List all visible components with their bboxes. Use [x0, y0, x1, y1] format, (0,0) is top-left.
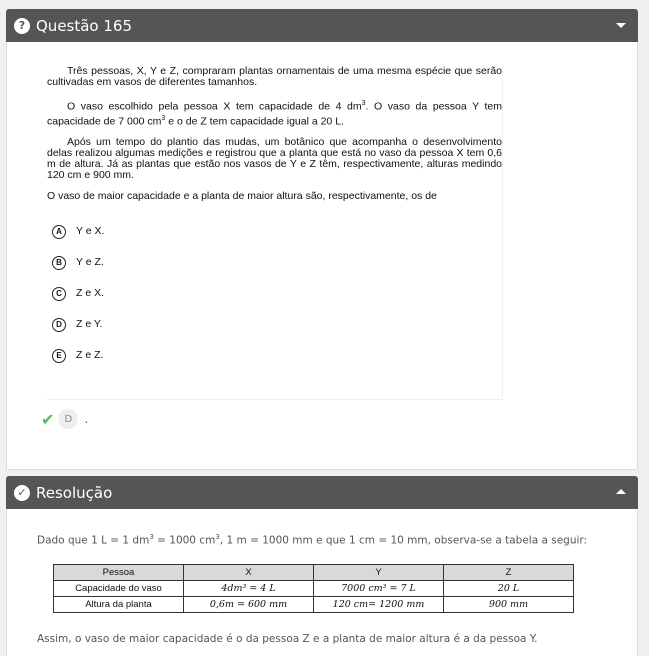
option-letter: A: [52, 225, 66, 239]
option-text: Y e X.: [76, 225, 105, 237]
resolution-title: Resolução: [36, 483, 113, 502]
table-cell: 0,6m = 600 mm: [184, 597, 314, 613]
option-text: Z e Z.: [76, 349, 104, 361]
collapse-caret-icon[interactable]: [616, 23, 626, 28]
table-header-cell: X: [184, 565, 314, 581]
question-paragraph: Após um tempo do plantio das mudas, um botânico que acompanha o desenvolvimento delas realizou algumas medições e registrou que a planta que está no vaso da pessoa X tem 0,6 m de altura. Já as plantas que estão nos vasos de Y e Z têm, respectivamente, alturas medindo 120 cm e 900 mm.: [47, 136, 502, 181]
collapse-caret-icon[interactable]: [616, 489, 626, 494]
table-cell: Capacidade do vaso: [54, 581, 184, 597]
option-letter: D: [52, 318, 66, 332]
option-text: Z e Y.: [76, 318, 103, 330]
table-header-cell: Pessoa: [54, 565, 184, 581]
table-row: [54, 597, 574, 613]
option-c[interactable]: [47, 278, 502, 309]
option-d[interactable]: [47, 309, 502, 340]
resolution-table: [53, 564, 574, 613]
answer-badge: D: [58, 409, 78, 429]
option-text: Z e X.: [76, 287, 105, 299]
option-e[interactable]: [47, 340, 502, 371]
table-header-cell: Z: [444, 565, 574, 581]
option-a[interactable]: [47, 216, 502, 247]
option-b[interactable]: [47, 247, 502, 278]
question-prompt: O vaso de maior capacidade e a planta de maior altura são, respectivamente, os de: [47, 190, 437, 202]
question-statement: [47, 66, 503, 400]
question-paragraph: Três pessoas, X, Y e Z, compraram plantas ornamentais de uma mesma espécie que serão cultivadas em vasos de diferentes tamanhos.: [47, 65, 502, 88]
question-panel-header[interactable]: [6, 9, 638, 42]
table-header-row: [54, 565, 574, 581]
table-cell: 20 L: [444, 581, 574, 597]
option-text: Y e Z.: [76, 256, 104, 268]
check-circle-icon: ✓: [14, 485, 30, 501]
question-title: Questão 165: [36, 16, 133, 35]
resolution-intro: Dado que 1 L = 1 $dm^3 = 1000$ $cm^3$, 1 m = 1000 mm e que 1 cm = 10 mm, observa-se a tabela a seguir:: [37, 533, 588, 547]
table-cell: 4dm³ = 4 L: [184, 581, 314, 597]
checkmark-icon: ✔: [41, 409, 55, 429]
option-letter: B: [52, 256, 66, 270]
table-cell: 120 cm= 1200 mm: [314, 597, 444, 613]
table-cell: 900 mm: [444, 597, 574, 613]
question-circle-icon: ?: [14, 18, 30, 34]
answer-suffix: .: [84, 412, 89, 426]
resolution-panel-header[interactable]: [6, 476, 638, 509]
resolution-panel-body: [6, 509, 638, 656]
option-letter: E: [52, 349, 66, 363]
answer-row: [41, 409, 88, 429]
option-letter: C: [52, 287, 66, 301]
table-cell: 7000 cm³ = 7 L: [314, 581, 444, 597]
resolution-conclusion: Assim, o vaso de maior capacidade é o da pessoa Z e a planta de maior altura é a da pessoa Y.: [37, 633, 538, 645]
question-paragraph: O vaso escolhido pela pessoa X tem capacidade de 4 $dm^3$. O vaso da pessoa Y tem capacidade de 7 000 $cm^3$ e o de Z tem capacidade igual a 20 L.: [47, 100, 502, 127]
table-header-cell: Y: [314, 565, 444, 581]
table-row: [54, 581, 574, 597]
table-cell: Altura da planta: [54, 597, 184, 613]
question-panel-body: [6, 42, 638, 470]
